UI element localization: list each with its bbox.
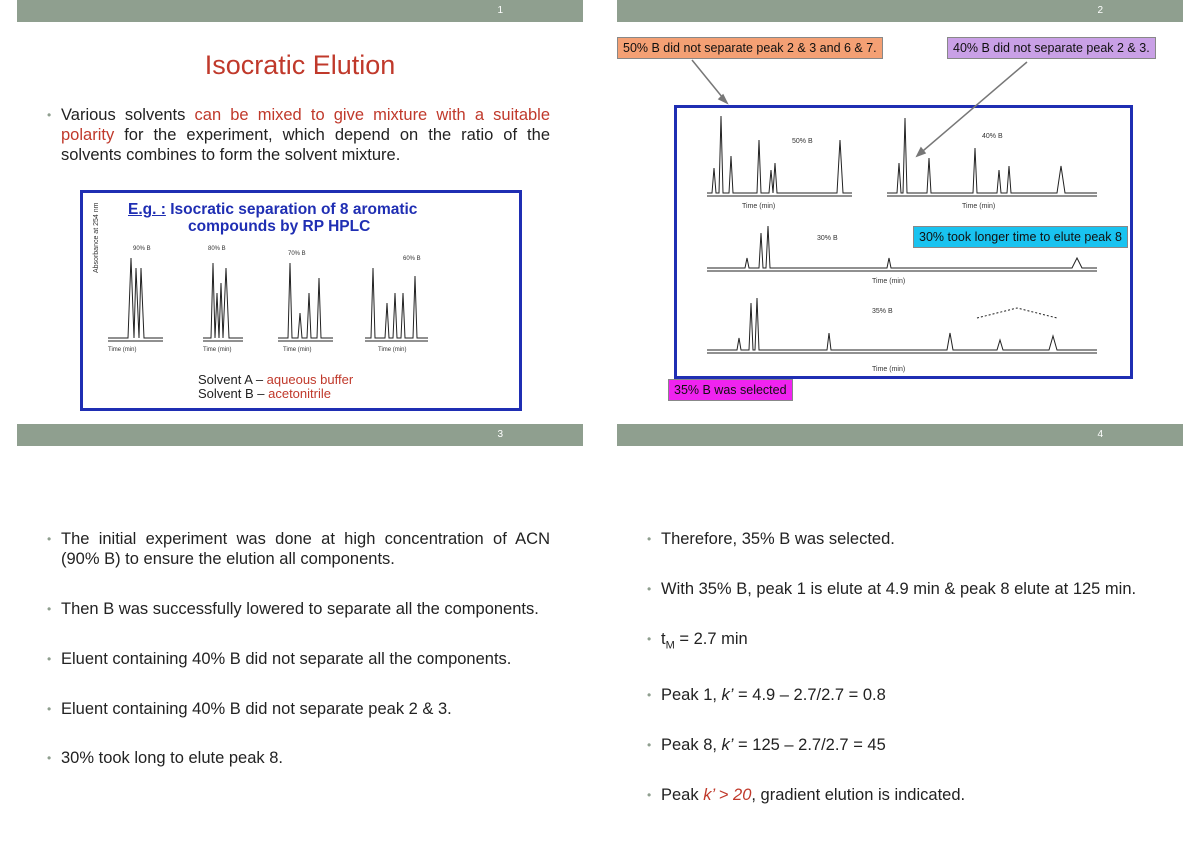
bullet-dot-icon: • (647, 788, 652, 803)
bullet-item (647, 629, 1150, 655)
chromatogram-trace (203, 263, 243, 338)
figure-heading-line1: Isocratic separation of 8 aromatic (170, 201, 418, 218)
bullet-item (647, 579, 1150, 599)
bullet-item (47, 699, 550, 719)
bullet-list (47, 529, 550, 798)
time-label: Time (min) (962, 203, 996, 210)
y-axis-label: Absorbance at 254 nm (93, 202, 100, 273)
chromatogram-trace (707, 298, 1097, 350)
bullet-dot-icon: • (647, 738, 652, 753)
arrow-line (917, 62, 1027, 156)
time-label: Time (min) (108, 347, 137, 353)
solvent-a-label: Solvent A – (198, 372, 267, 387)
bullet-text: = 125 – 2.7/2.7 = 45 (733, 736, 886, 755)
bullet-item (647, 735, 1150, 755)
bullet-k-symbol: k’ (721, 686, 734, 705)
figure-eg: E.g. : (128, 201, 166, 218)
bullet-item (47, 105, 550, 165)
bullet-list (47, 105, 550, 165)
panel-label: 80% B (208, 246, 226, 252)
chrom-label: 40% B (982, 133, 1003, 140)
bullet-text: Therefore, 35% B was selected. (661, 530, 895, 548)
chromatogram-trace (108, 258, 163, 338)
bullet-dot-icon: • (47, 652, 52, 666)
callout-30b: 30% took longer time to elute peak 8 (913, 226, 1128, 248)
bullet-item (47, 748, 550, 768)
bullet-text: Then B was successfully lowered to separate all the components. (61, 600, 539, 618)
panel-label: 60% B (403, 256, 421, 262)
bullet-k-highlight: k’ > 20 (703, 786, 752, 805)
slide-number: 2 (1097, 5, 1103, 16)
bullet-highlight: can be mixed to give mixture with a suitable polarity (61, 106, 551, 144)
bullet-text: = 4.9 – 2.7/2.7 = 0.8 (733, 686, 886, 705)
panel-label: 90% B (133, 246, 151, 252)
bullet-dot-icon: • (647, 532, 652, 546)
bullet-text: Eluent containing 40% B did not separate peak 2 & 3. (61, 700, 452, 718)
slide-2 (617, 0, 1183, 412)
slide-number: 1 (497, 5, 503, 16)
bullet-text: Various solvents (61, 106, 195, 124)
arrow-head (917, 148, 925, 156)
bullet-dot-icon: • (47, 532, 52, 546)
figure-heading (128, 201, 417, 235)
bullet-dot-icon: • (47, 602, 52, 616)
bullet-subscript: M (665, 639, 675, 652)
slide-4 (617, 424, 1183, 836)
bullet-k-symbol: k’ (721, 736, 734, 755)
time-label: Time (min) (203, 347, 232, 353)
callout-50b: 50% B did not separate peak 2 & 3 and 6 & 7. (617, 37, 883, 59)
bullet-dot-icon: • (47, 702, 52, 716)
bullet-dot-icon: • (47, 751, 52, 765)
bullet-text: 30% took long to elute peak 8. (61, 749, 283, 767)
bullet-text: for the experiment, which depend on the ratio of the solvents combines to form the solvent mixture. (61, 126, 550, 164)
bullet-text: Peak (661, 786, 704, 805)
inset-trace (977, 308, 1057, 318)
slide-number: 3 (497, 429, 503, 440)
solvent-b-label: Solvent B – (198, 386, 269, 401)
solvent-a: aqueous buffer (266, 372, 354, 387)
chrom-label: 35% B (872, 308, 893, 315)
bullet-dot-icon: • (47, 108, 52, 122)
bullet-text: Peak 8, (661, 736, 722, 755)
bullet-item (47, 649, 550, 669)
slide-3 (17, 424, 583, 836)
figure-heading-line2: compounds by RP HPLC (188, 218, 371, 235)
slide-header-bar (17, 0, 583, 22)
bullet-text: With 35% B, peak 1 is elute at 4.9 min & peak 8 elute at 125 min. (661, 580, 1137, 598)
panel-label: 70% B (288, 251, 306, 257)
slide-1 (17, 0, 583, 412)
bullet-text: = 2.7 min (674, 630, 748, 648)
bullet-dot-icon: • (647, 688, 652, 703)
callout-35b: 35% B was selected (668, 379, 793, 401)
time-label: Time (min) (742, 203, 776, 210)
bullet-item (647, 685, 1150, 705)
isocratic-chromatograms (103, 238, 503, 353)
chrom-label: 30% B (817, 235, 838, 242)
bullet-list (647, 529, 1150, 835)
bullet-dot-icon: • (647, 582, 652, 596)
bullet-item (647, 785, 1150, 805)
time-label: Time (min) (378, 347, 407, 353)
chrom-label: 50% B (792, 138, 813, 145)
slide-number: 4 (1097, 429, 1103, 440)
callout-40b: 40% B did not separate peak 2 & 3. (947, 37, 1156, 59)
time-label: Time (min) (872, 366, 906, 373)
figure-frame (80, 190, 522, 411)
bullet-text: , gradient elution is indicated. (751, 786, 966, 805)
bullet-text: t (661, 630, 666, 648)
arrow-head (719, 95, 727, 103)
bullet-item (47, 529, 550, 569)
bullet-text: Eluent containing 40% B did not separate all the components. (61, 650, 512, 668)
time-label: Time (min) (872, 278, 906, 285)
bullet-dot-icon: • (647, 632, 652, 646)
chromatogram-trace (278, 263, 333, 338)
solvent-b: acetonitrile (268, 386, 331, 401)
slide-header-bar (617, 424, 1183, 446)
slide-header-bar (17, 424, 583, 446)
solvent-legend (198, 373, 353, 401)
bullet-text: The initial experiment was done at high concentration of ACN (90% B) to ensure the elution all components. (61, 530, 550, 568)
bullet-text: Peak 1, (661, 686, 722, 705)
time-label: Time (min) (283, 347, 312, 353)
chromatogram-trace (365, 268, 428, 338)
bullet-item (47, 599, 550, 619)
slide-title: Isocratic Elution (204, 50, 396, 80)
callout-arrows (617, 0, 1183, 200)
bullet-item (647, 529, 1150, 549)
